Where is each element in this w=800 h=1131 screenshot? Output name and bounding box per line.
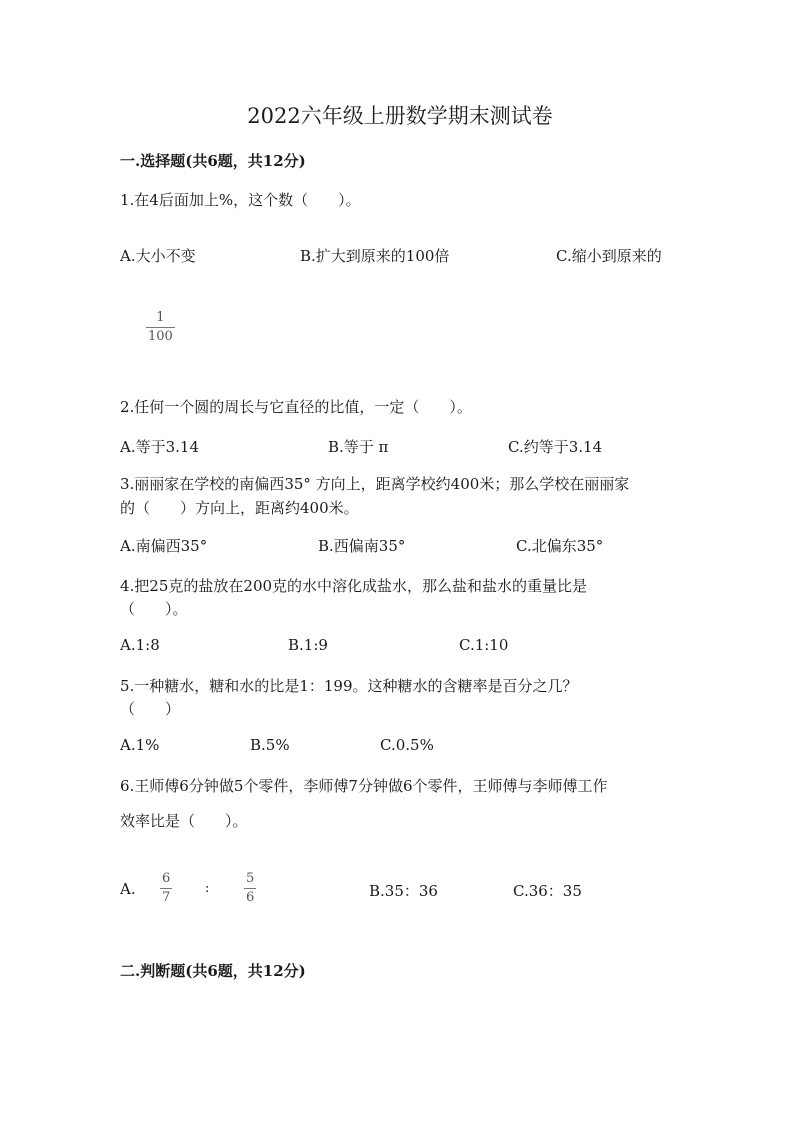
- question-4-option-c: C.1:10: [459, 636, 509, 654]
- question-5-option-c: C.0.5%: [380, 736, 434, 754]
- question-2-option-a: A.等于3.14: [120, 438, 199, 456]
- fraction-numerator: 5: [246, 871, 255, 886]
- question-2-option-b: B.等于 π: [328, 438, 389, 456]
- question-2-option-c: C.约等于3.14: [508, 438, 603, 456]
- section-heading-judgement: 二.判断题(共6题，共12分): [120, 962, 306, 980]
- question-6-ratio-colon: :: [205, 881, 210, 896]
- question-5-option-a: A.1%: [120, 736, 160, 754]
- question-4-option-a: A.1:8: [120, 636, 160, 654]
- question-6-option-b: B.35：36: [369, 882, 438, 900]
- question-4-option-b: B.1:9: [288, 636, 328, 654]
- question-6-option-a-label: A.: [120, 880, 136, 898]
- fraction-numerator: 1: [156, 310, 165, 325]
- question-4-text-line2: （ ）。: [120, 600, 188, 618]
- question-3-option-c: C.北偏东35°: [516, 537, 604, 555]
- question-6-text-line2: 效率比是（ ）。: [120, 812, 248, 830]
- question-3-option-a: A.南偏西35°: [120, 537, 208, 555]
- question-1-option-c: C.缩小到原来的: [556, 247, 662, 265]
- question-5-text-line2: （ ）: [120, 700, 181, 718]
- question-1-option-b: B.扩大到原来的100倍: [300, 247, 450, 265]
- question-6-option-c: C.36：35: [513, 882, 582, 900]
- fraction-denominator: 7: [162, 890, 171, 905]
- question-6-text-line1: 6.王师傅6分钟做5个零件，李师傅7分钟做6个零件，王师傅与李师傅工作: [120, 777, 608, 795]
- question-2-text: 2.任何一个圆的周长与它直径的比值，一定（ ）。: [120, 398, 472, 416]
- fraction-denominator: 6: [246, 890, 255, 905]
- fraction-numerator: 6: [162, 871, 171, 886]
- question-5-text-line1: 5.一种糖水，糖和水的比是1：199。这种糖水的含糖率是百分之几？: [120, 677, 578, 695]
- question-3-option-b: B.西偏南35°: [318, 537, 406, 555]
- question-3-text-line1: 3.丽丽家在学校的南偏西35° 方向上，距离学校约400米；那么学校在丽丽家: [120, 475, 630, 493]
- page-title: 2022六年级上册数学期末测试卷: [247, 104, 553, 128]
- question-3-text-line2: 的（ ）方向上，距离约400米。: [120, 499, 359, 517]
- question-6-fraction-6-7: [160, 872, 172, 905]
- question-5-option-b: B.5%: [250, 736, 290, 754]
- fraction-bar: [160, 888, 172, 889]
- fraction-denominator: 100: [148, 329, 173, 344]
- question-6-fraction-5-6: [244, 872, 256, 905]
- fraction-bar: [146, 327, 175, 328]
- section-heading-choice: 一.选择题(共6题，共12分): [120, 152, 306, 170]
- question-1-text: 1.在4后面加上%，这个数（ ）。: [120, 191, 361, 209]
- fraction-bar: [244, 888, 256, 889]
- question-1-option-a: A.大小不变: [120, 247, 196, 265]
- question-1-fraction: [146, 311, 175, 344]
- question-4-text-line1: 4.把25克的盐放在200克的水中溶化成盐水，那么盐和盐水的重量比是: [120, 577, 588, 595]
